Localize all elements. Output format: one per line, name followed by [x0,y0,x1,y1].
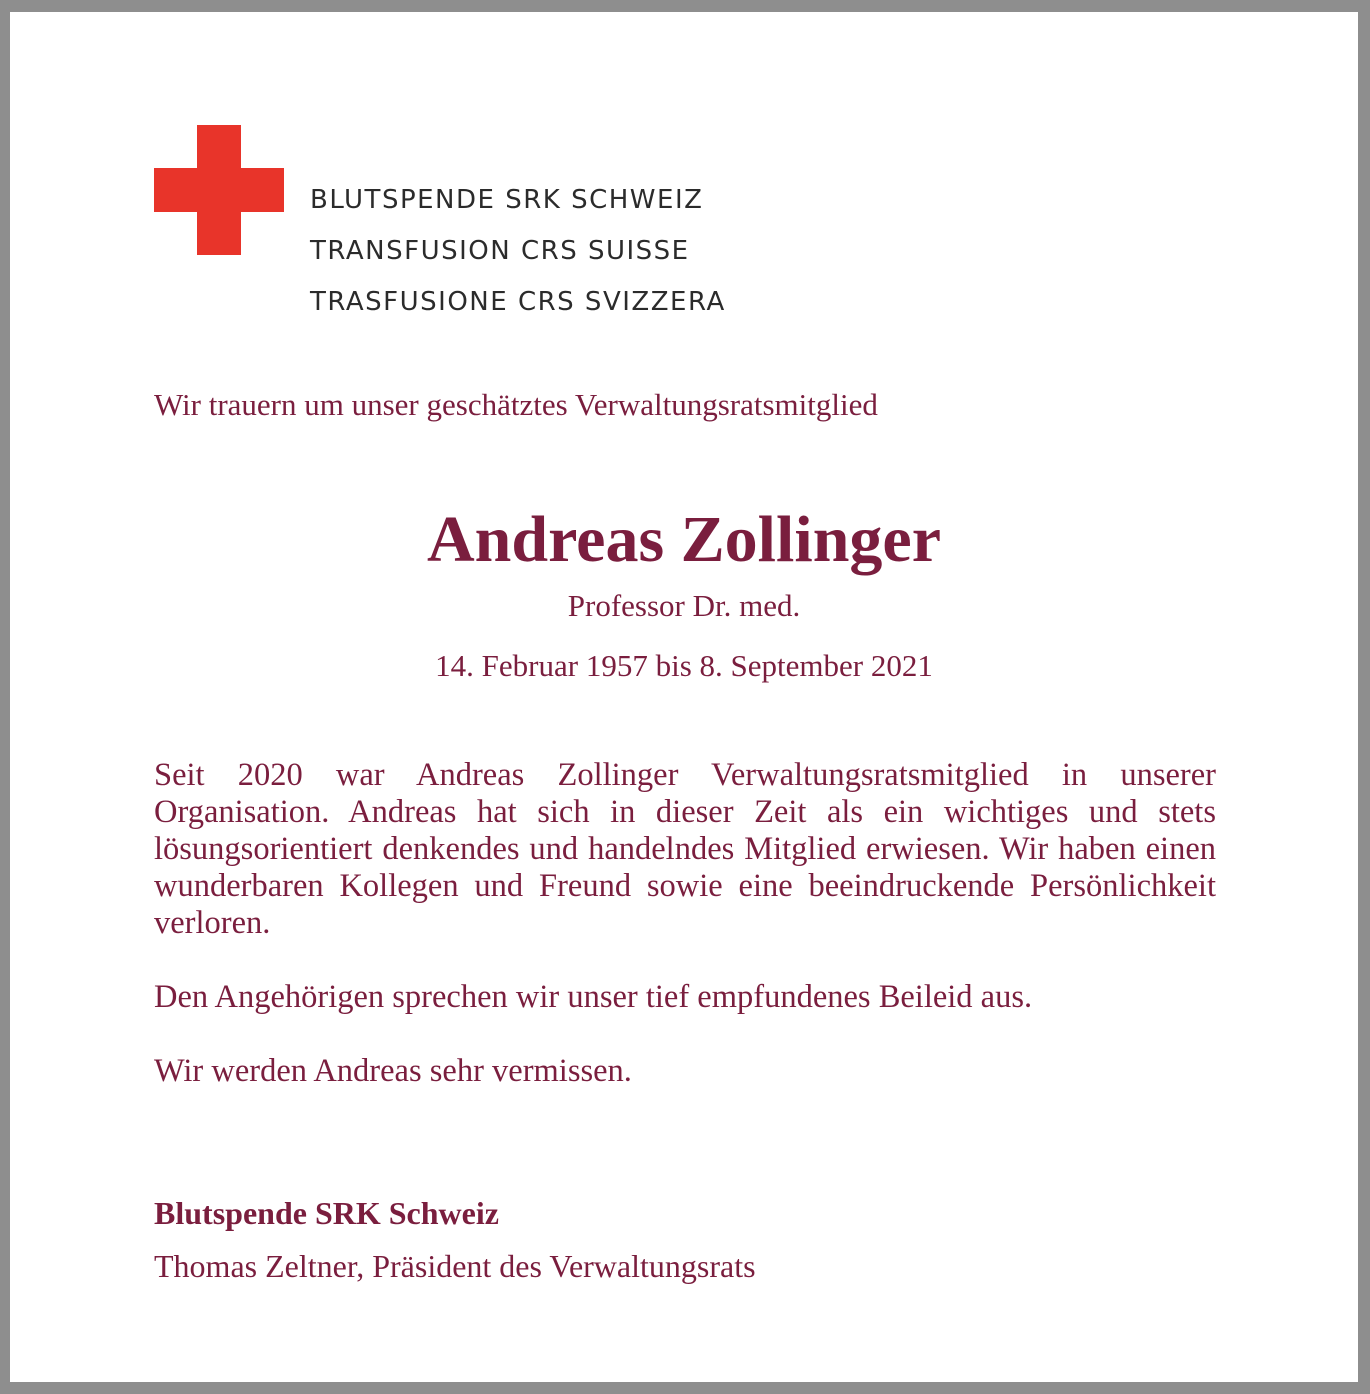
academic-title: Professor Dr. med. [567,588,801,623]
body-paragraph: Seit 2020 war Andreas Zollinger Verwaltungsratsmitglied in unserer Organisation. Andreas hat sich in dieser Zeit als ein wichtiges und stets lösungsorientiert denkendes und handelndes Mitglied erwiesen. Wir haben einen wunderbaren Kollegen und Freund sowie eine beeindruckende Persönlichkeit verloren. [154,757,1216,941]
life-dates: 14. Februar 1957 bis 8. September 2021 [435,648,933,683]
logo-line-italian: TRASFUSIONE CRS SVIZZERA [310,287,726,317]
logo-line-french: TRANSFUSION CRS SUISSE [310,236,690,266]
body-paragraph: Wir werden Andreas sehr vermissen. [154,1053,632,1089]
deceased-name: Andreas Zollinger [427,503,941,576]
signature-organization: Blutspende SRK Schweiz [154,1195,499,1231]
organization-logo-text [310,175,726,328]
red-cross-logo-icon [154,125,284,255]
intro-line: Wir trauern um unser geschätztes Verwaltungsratsmitglied [154,387,878,422]
obituary-page [10,12,1358,1382]
signature-signer: Thomas Zeltner, Präsident des Verwaltungsrats [154,1248,756,1284]
obituary-body [154,757,1216,1127]
body-paragraph: Den Angehörigen sprechen wir unser tief empfundenes Beileid aus. [154,979,1033,1015]
logo-line-german: BLUTSPENDE SRK SCHWEIZ [310,185,704,215]
